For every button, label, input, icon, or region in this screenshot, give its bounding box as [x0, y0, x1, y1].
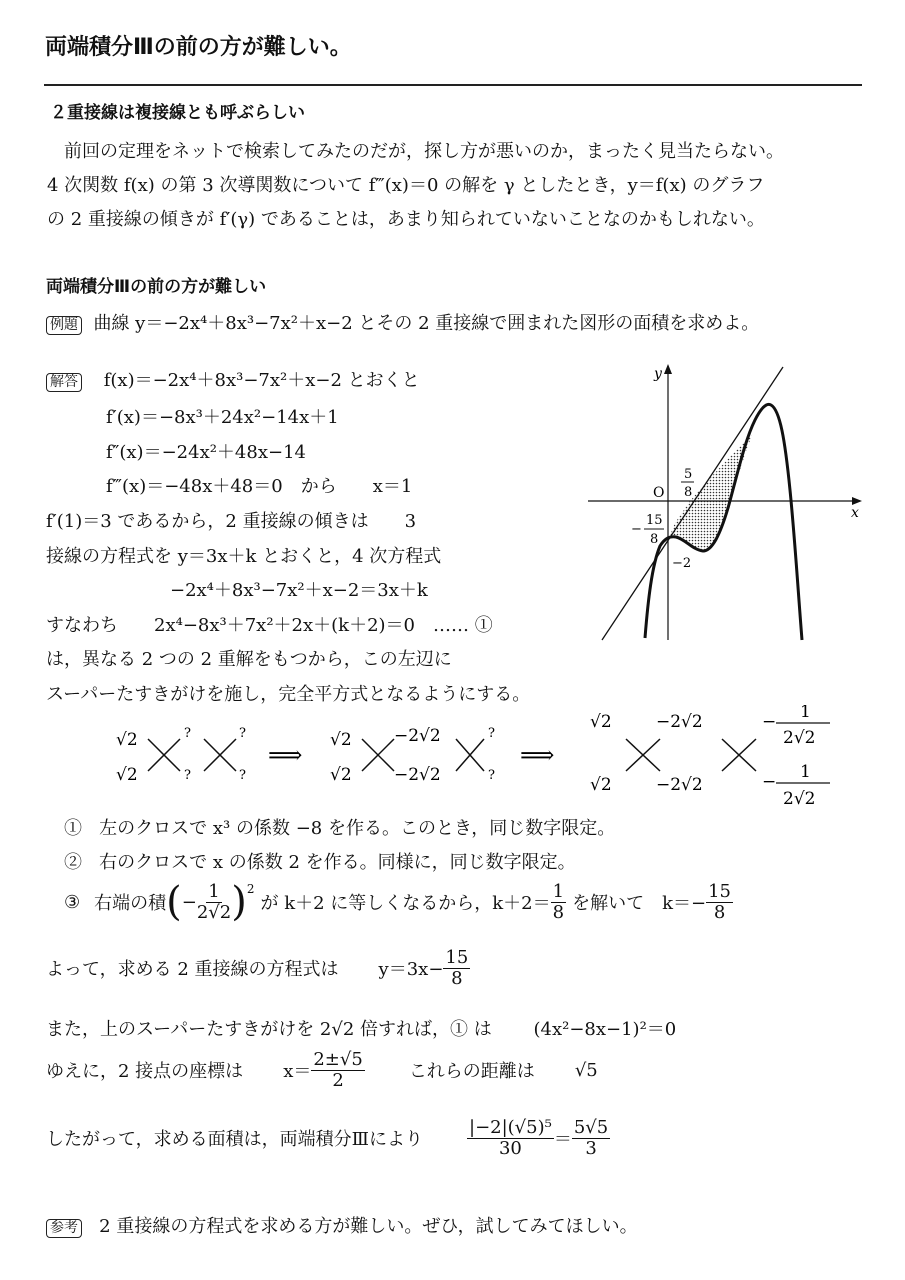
double-tangent-line [602, 367, 783, 640]
result-perfect-square [46, 1015, 676, 1041]
result-math: √5 [574, 1059, 598, 1081]
frac-num: 1 [208, 881, 220, 902]
cross3-mid-bottom: −2√2 [656, 775, 703, 795]
implies-arrow: ⟹ [520, 741, 555, 769]
frac-den: 8 [713, 901, 726, 923]
cross3-bottom-left: √2 [590, 775, 612, 795]
equation-line: は，異なる 2 つの 2 重解をもつから，この左辺に [46, 649, 452, 670]
frac-num: 15 [708, 881, 731, 902]
x-intercept-den: 8 [684, 485, 693, 500]
min-value-label: −2 [672, 556, 692, 571]
y-intercept-neg: − [631, 522, 642, 537]
result-math: (4x²−8x−1)²＝0 [533, 1019, 677, 1040]
example-problem [46, 309, 759, 335]
equation-line: f(x)＝−2x⁴＋8x³−7x²＋x−2 とおくと [103, 370, 420, 391]
result-text: これらの距離は [408, 1061, 535, 1083]
cross1-q: ? [239, 768, 246, 783]
frac-den: 8 [552, 901, 565, 923]
cross2-bottom-left: √2 [330, 765, 352, 785]
equals-sign: ＝ [553, 1129, 572, 1151]
equation-line: −2x⁴＋8x³−7x²＋x−2＝3x＋k [170, 580, 428, 601]
exponent: 2 [246, 882, 255, 896]
result-text: よって，求める 2 重接線の方程式は [46, 959, 339, 981]
step-mark: ② [64, 852, 82, 873]
step-text: 左のクロスで x³ の係数 −8 を作る。このとき，同じ数字限定。 [99, 818, 616, 839]
title-divider [44, 84, 862, 86]
result-math: x＝ [283, 1061, 312, 1083]
frac-den: 2√2 [196, 901, 232, 923]
y-intercept-num: 15 [646, 513, 663, 528]
result-tangent-points [46, 1050, 598, 1091]
step-mark: ① [64, 818, 82, 839]
result-text: ゆえに，2 接点の座標は [46, 1061, 244, 1083]
note-label: 参考 [46, 1219, 82, 1238]
reference-note [46, 1212, 638, 1238]
equation-line: スーパーたすきがけを施し，完全平方式となるようにする。 [46, 684, 531, 705]
super-tasukigake-diagram [100, 705, 860, 815]
answer-label: 解答 [46, 373, 82, 392]
cross1-q: ? [184, 768, 191, 783]
cross3-mid-top: −2√2 [656, 712, 703, 732]
result-text: また，上のスーパーたすきがけを 2√2 倍すれば，① は [46, 1019, 492, 1040]
cross3-right-bottom-num: 1 [800, 762, 811, 782]
y-axis-label: y [654, 366, 662, 382]
cross2-mid-bottom: −2√2 [394, 765, 441, 785]
equation-line: f‴(x)＝−48x＋48＝0 から x＝1 [106, 476, 413, 497]
section1-heading: ２重接線は複接線とも呼ぶらしい [50, 103, 305, 123]
answer-first-line [46, 366, 420, 392]
cross2-q: ? [488, 768, 495, 783]
note-text: 2 重接線の方程式を求める方が難しい。ぜひ，試してみてほしい。 [99, 1216, 638, 1237]
equation-line: 接線の方程式を y＝3x＋k とおくと，4 次方程式 [46, 546, 442, 567]
cross3-top-left: √2 [590, 712, 612, 732]
step-text: が k＋2 に等しくなるから，k＋2＝ [260, 893, 551, 915]
implies-arrow: ⟹ [268, 741, 303, 769]
step-3: ③ 右端の積 ( − $\frac{1}{2√2}$ ) 2 が k＋2 に等しくなるから，k＋2＝ $\frac{1}{8}$ を解いて k＝− $\frac{15}{8}$ [64, 879, 731, 926]
step-mark: ③ [64, 891, 81, 913]
frac-num: 2±√5 [313, 1049, 363, 1070]
cross3-right-bottom-neg: − [762, 772, 777, 792]
section1-line: の 2 重接線の傾きが f′(γ) であることは，あまり知られていないことなのかもしれない。 [47, 209, 765, 230]
result-text: したがって，求める面積は，両端積分Ⅲにより [46, 1129, 423, 1151]
step-text: を解いて k＝− [572, 893, 707, 915]
step-1 [64, 814, 615, 840]
equation-line: すなわち 2x⁴−8x³＋7x²＋2x＋(k＋2)＝0 …… ① [46, 615, 493, 636]
cross3-right-bottom-den: 2√2 [783, 789, 816, 809]
cross3-right-top-den: 2√2 [783, 728, 816, 748]
step-2 [64, 848, 576, 874]
y-axis-arrow [664, 364, 672, 374]
x-axis-label: x [851, 505, 859, 521]
cross1-q: ? [239, 726, 246, 741]
y-intercept-den: 8 [650, 532, 659, 547]
section2-heading: 両端積分Ⅲの前の方が難しい [46, 277, 267, 297]
example-text: 曲線 y＝−2x⁴＋8x³−7x²＋x−2 とその 2 重接線で囲まれた図形の面積を求めよ。 [93, 313, 760, 334]
cross3-right-top-neg: − [762, 712, 777, 732]
section1-line: 前回の定理をネットで検索してみたのだが，探し方が悪いのか，まったく見当たらない。 [64, 141, 784, 162]
graph [580, 350, 880, 650]
x-axis-arrow [852, 497, 862, 505]
page-title: 両端積分Ⅲの前の方が難しい。 [45, 35, 352, 60]
frac-den: 2 [332, 1069, 344, 1091]
frac-den: 8 [451, 967, 463, 989]
cross2-q: ? [488, 726, 495, 741]
equation-line: f′(1)＝3 であるから，2 重接線の傾きは 3 [46, 511, 417, 532]
x-intercept-num: 5 [684, 467, 693, 482]
cross1-q: ? [184, 726, 191, 741]
origin-label: O [653, 485, 665, 501]
step-text: 右端の積 [94, 893, 167, 915]
frac-den: 3 [585, 1137, 597, 1159]
cross2-top-left: √2 [330, 730, 352, 750]
example-label: 例題 [46, 316, 82, 335]
cross1-top-left: √2 [116, 730, 138, 750]
equation-line: f′(x)＝−8x³＋24x²−14x＋1 [106, 407, 339, 428]
result-area [46, 1118, 610, 1159]
frac-num: 1 [552, 881, 565, 902]
cross1-bottom-left: √2 [116, 765, 138, 785]
shaded-region [668, 435, 752, 551]
result-tangent-line [46, 948, 470, 989]
frac-num: |−2|(√5)⁵ [469, 1117, 552, 1138]
result-math: y＝3x− [378, 959, 444, 981]
step-text: 右のクロスで x の係数 2 を作る。同様に，同じ数字限定。 [99, 852, 576, 873]
frac-num: 15 [445, 947, 469, 968]
frac-den: 30 [498, 1137, 522, 1159]
section1-line: 4 次関数 f(x) の第 3 次導関数について f‴(x)＝0 の解を γ としたとき，y＝f(x) のグラフ [47, 175, 765, 196]
cross2-mid-top: −2√2 [394, 726, 441, 746]
frac-num: 5√5 [573, 1117, 609, 1138]
equation-line: f″(x)＝−24x²＋48x−14 [106, 442, 306, 463]
cross3-right-top-num: 1 [800, 705, 811, 722]
